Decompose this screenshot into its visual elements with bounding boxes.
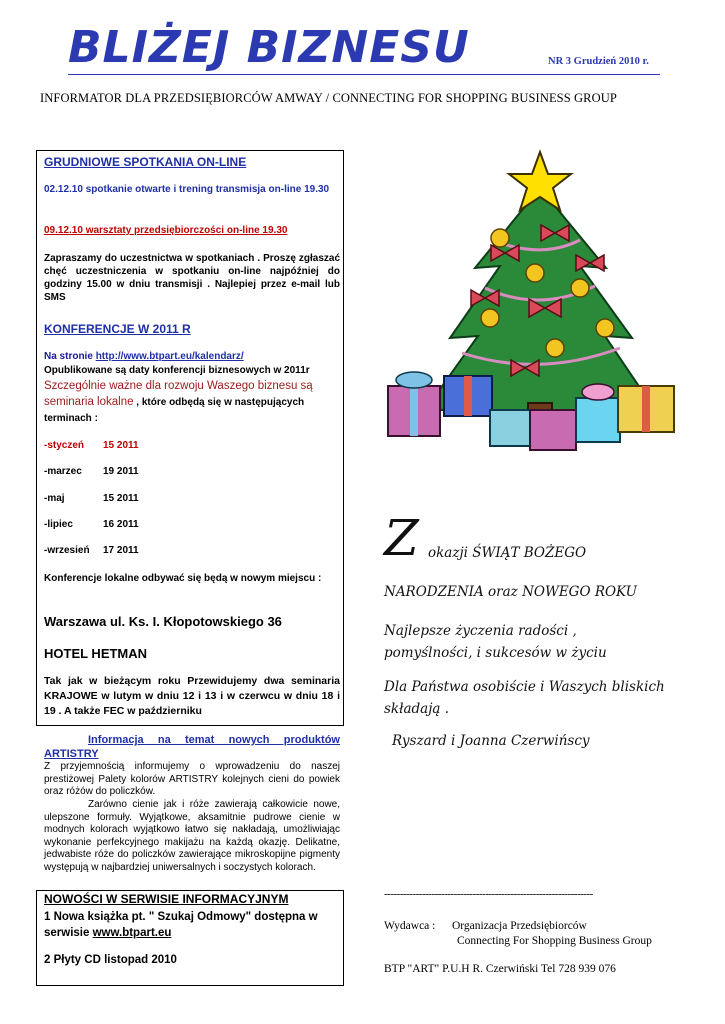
date-value-5: 17 2011 — [103, 545, 139, 556]
date-value-1: 15 2011 — [103, 440, 139, 451]
date-value-3: 15 2011 — [103, 493, 139, 504]
title-underline — [68, 74, 660, 75]
conferences-heading: KONFERENCJE W 2011 R — [44, 322, 191, 336]
greeting-wishes: Najlepsze życzenia radości , pomyślności, i sukcesów w życiu — [384, 623, 607, 661]
date-month-4: -lipiec — [44, 519, 73, 530]
important-tail: , które odbędą się w następujących terminach : — [44, 397, 305, 424]
btpart-link[interactable]: www.btpart.eu — [92, 927, 172, 939]
place-intro: Konferencje lokalne odbywać się będą w nowym miejscu : — [44, 573, 322, 584]
online-item-2: 09.12.10 warsztaty przedsiębiorczości on-line 19.30 — [44, 225, 288, 236]
site-line — [44, 350, 340, 363]
christmas-tree-illustration — [380, 148, 680, 453]
site-prefix: Na stronie — [44, 351, 96, 362]
date-month-3: -maj — [44, 493, 65, 504]
online-invite: Zapraszamy do uczestnictwa w spotkaniach . Proszę zgłaszać chęć uczestniczenia w spotkaniu on-line najpóźniej do godziny 15.00 w dniu transmisji . Najlepiej przez e-mail lub SMS — [44, 253, 340, 303]
greeting-initial: Z — [384, 509, 419, 567]
greeting-signature: Ryszard i Joanna Czerwińscy — [392, 733, 590, 749]
greeting-line-2: NARODZENIA oraz NOWEGO ROKU — [384, 584, 638, 600]
publisher-label: Wydawca : — [384, 920, 436, 932]
date-month-5: -wrzesień — [44, 545, 90, 556]
news-cd: 2 Płyty CD listopad 2010 — [44, 954, 177, 966]
date-value-4: 16 2011 — [103, 519, 139, 530]
artistry-heading: Informacja na temat nowych produktów ARTISTRY — [44, 734, 340, 760]
date-value-2: 19 2011 — [103, 466, 139, 477]
date-month-1: -styczeń — [44, 440, 85, 451]
greeting-family: Dla Państwa osobiście i Waszych bliskich składają . — [384, 679, 665, 717]
online-heading: GRUDNIOWE SPOTKANIA ON-LINE — [44, 155, 247, 169]
national-seminars: Tak jak w bieżącym roku Przewidujemy dwa seminaria KRAJOWE w lutym w dniu 12 i 13 i w czerwcu w dniu 18 i 19 . A także FEC w październiku — [44, 675, 340, 717]
artistry-description: Zarówno cienie jak i róże zawierają całkowicie nowe, ulepszone formuły. Wyjątkowe, aksamitnie pudrowe cienie w modnych kolorach wyjątkowo łatwo się nakładają, umożliwiając wykonanie perfekcyjnego makijażu na każdą okazję. Delikatne, jedwabiste róże do policzków zawierające mikroskopijne pigmenty występują w najbardziej uniwersalnych i soczystych kolorach. — [44, 799, 340, 873]
footer-divider: ------------------------------------------------------------------ — [384, 888, 593, 900]
issue-number: NR 3 Grudzień 2010 r. — [548, 56, 649, 67]
published-text: Opublikowane są daty konferencji biznesowych w 2011r — [44, 365, 310, 376]
publisher-contact: BTP "ART" P.U.H R. Czerwiński Tel 728 939 076 — [384, 963, 616, 975]
online-item-1: 02.12.10 spotkanie otwarte i trening transmisja on-line 19.30 — [44, 184, 330, 195]
greeting-line-1: okazji ŚWIĄT BOŻEGO — [428, 545, 587, 561]
artistry-intro: Z przyjemnością informujemy o wprowadzeniu do naszej prestiżowej Palety kolorów ARTISTRY kolejnych cieni do powiek oraz różów do policzków. — [44, 761, 340, 797]
important-text — [44, 378, 334, 426]
publisher-name-1: Organizacja Przedsiębiorców — [452, 920, 587, 932]
newsletter-title: BLIŻEJ BIZNESU — [68, 22, 470, 73]
important-seminars: Szczególnie ważne dla rozwoju Waszego biznesu są seminaria lokalne — [44, 380, 313, 408]
hotel-name: HOTEL HETMAN — [44, 646, 148, 661]
date-month-2: -marzec — [44, 466, 82, 477]
calendar-link[interactable]: http://www.btpart.eu/kalendarz/ — [95, 351, 244, 362]
conference-address: Warszawa ul. Ks. I. Kłopotowskiego 36 — [44, 614, 282, 629]
news-book — [44, 909, 340, 941]
news-heading: NOWOŚCI W SERWISIE INFORMACYJNYM — [44, 892, 289, 906]
book-text: 1 Nowa książka pt. " Szukaj Odmowy" dostępna w serwisie — [44, 911, 318, 939]
publisher-name-2: Connecting For Shopping Business Group — [457, 935, 652, 947]
newsletter-subtitle: INFORMATOR DLA PRZEDSIĘBIORCÓW AMWAY / CONNECTING FOR SHOPPING BUSINESS GROUP — [40, 91, 617, 105]
